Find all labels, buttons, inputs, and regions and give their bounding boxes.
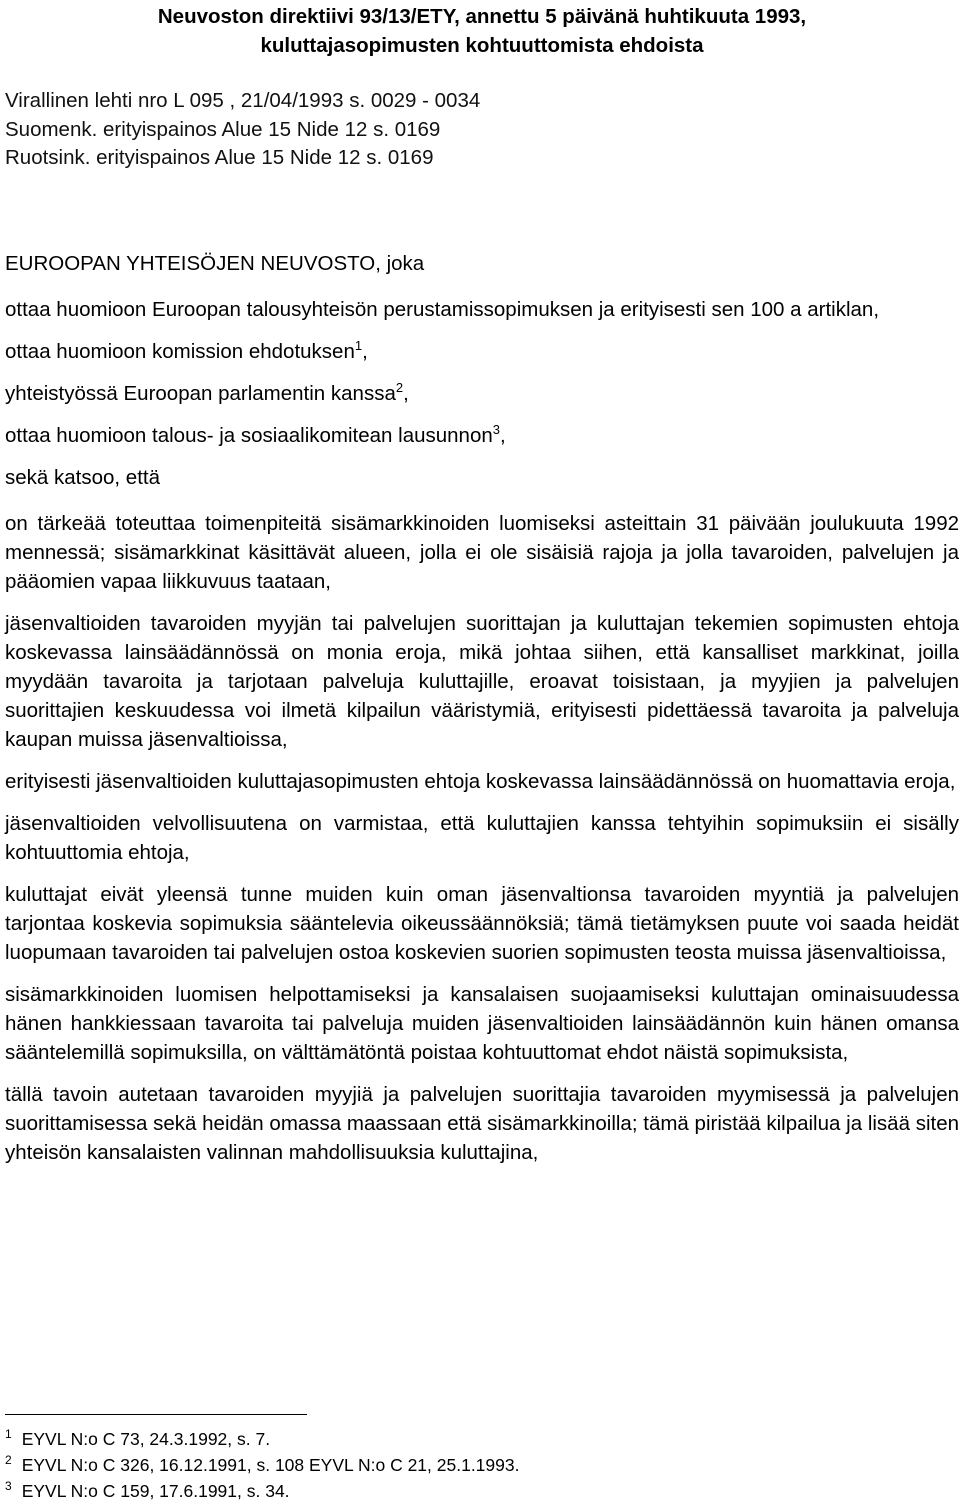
recital-2: jäsenvaltioiden tavaroiden myyjän tai palvelujen suorittajan ja kuluttajan tekemien sopimusten ehtoja koskevassa lainsäädännössä on monia eroja, mikä johtaa siihen, että kansalliset markkinat, joilla myydään tavaroita ja tarjotaan palveluja kuluttajille, eroavat toisistaan, ja myyjien ja palvelujen suorittajien keskuudessa voi ilmetä kilpailun vääristymiä, erityisesti pidettäessä tavaroita ja palveluja kaupan muissa jäsenvaltioissa, [5, 611, 959, 751]
footnote-1 [5, 1426, 519, 1452]
recital-7: tällä tavoin autetaan tavaroiden myyjiä ja palvelujen suorittajia tavaroiden myymisessä ja palvelujen suorittamisessa sekä heidän omassa maassaan että sisämarkkinoilla; tämä piristää kilpailua ja lisää siten yhteisön kansalaisten valinnan mahdollisuuksia kuluttajina, [5, 1082, 959, 1164]
footnotes [5, 1426, 519, 1504]
document-page [5, 0, 959, 1501]
footnote-ref-1: 1 [354, 337, 363, 353]
council-heading: EUROOPAN YHTEISÖJEN NEUVOSTO, joka [5, 251, 425, 275]
footnote-text: EYVL N:o C 73, 24.3.1992, s. 7. [21, 1429, 271, 1449]
whereas-intro: sekä katsoo, että [5, 465, 160, 489]
footnote-number: 3 [5, 1479, 12, 1493]
journal-reference: Virallinen lehti nro L 095 , 21/04/1993 s. 0029 - 0034 [5, 89, 481, 112]
recital-4: jäsenvaltioiden velvollisuutena on varmistaa, että kuluttajien kanssa tehtyihin sopimuksiin ei sisälly kohtuuttomia ehtoja, [5, 811, 959, 864]
publication-reference [5, 87, 959, 173]
preamble-citation-parliament: yhteistyössä Euroopan parlamentin kanssa$^2$, [5, 379, 409, 405]
footnote-3 [5, 1478, 519, 1504]
recital-5: kuluttajat eivät yleensä tunne muiden kuin oman jäsenvaltionsa tavaroiden myyntiä ja palvelujen tarjontaa koskevia sopimuksia sääntelevia oikeussäännöksiä; tämä tietämyksen puute voi saada heidät luopumaan tavaroiden tai palvelujen ostoa koskevien suorien sopimusten teosta muissa jäsenvaltioissa, [5, 882, 959, 964]
footnote-number: 1 [5, 1427, 12, 1441]
preamble-citation-commission: ottaa huomioon komission ehdotuksen$^1$, [5, 337, 368, 363]
document-body [5, 249, 959, 1167]
recital-3: erityisesti jäsenvaltioiden kuluttajasopimusten ehtoja koskevassa lainsäädännössä on huomattavia eroja, [5, 769, 956, 793]
swedish-special-edition: Ruotsink. erityispainos Alue 15 Nide 12 s. 0169 [5, 146, 434, 169]
preamble-citation-treaty: ottaa huomioon Euroopan talousyhteisön perustamissopimuksen ja erityisesti sen 100 a artiklan, [5, 297, 880, 321]
recital-1: on tärkeää toteuttaa toimenpiteitä sisämarkkinoiden luomiseksi asteittain 31 päivään joulukuuta 1992 mennessä; sisämarkkinat käsittävät alueen, jolla ei ole sisäisiä rajoja ja jolla tavaroiden, palvelujen ja pääomien vapaa liikkuvuus taataan, [5, 511, 959, 593]
preamble-citation-committee: ottaa huomioon talous- ja sosiaalikomitean lausunnon$^3$, [5, 421, 506, 447]
footnote-text: EYVL N:o C 159, 17.6.1991, s. 34. [21, 1481, 290, 1501]
title-line-2: kuluttajasopimusten kohtuuttomista ehdoista [260, 34, 704, 57]
recital-6: sisämarkkinoiden luomisen helpottamiseksi ja kansalaisen suojaamiseksi kuluttajan ominaisuudessa hänen hankkiessaan tavaroita tai palveluja muiden jäsenvaltioiden lainsäädännön kuin hänen omansa sääntelemillä sopimuksilla, on välttämätöntä poistaa kohtuuttomat ehdot näistä sopimuksista, [5, 982, 959, 1064]
footnote-text: EYVL N:o C 326, 16.12.1991, s. 108 EYVL N:o C 21, 25.1.1993. [21, 1455, 520, 1475]
footnote-number: 2 [5, 1453, 12, 1467]
title-line-1: Neuvoston direktiivi 93/13/ETY, annettu 5 päivänä huhtikuuta 1993, [157, 5, 807, 28]
footnote-separator [5, 1414, 307, 1415]
footnote-ref-3: 3 [492, 421, 500, 437]
footnote-2 [5, 1452, 519, 1478]
finnish-special-edition: Suomenk. erityispainos Alue 15 Nide 12 s. 0169 [5, 117, 441, 141]
footnote-ref-2: 2 [395, 379, 404, 395]
document-title [5, 0, 959, 60]
